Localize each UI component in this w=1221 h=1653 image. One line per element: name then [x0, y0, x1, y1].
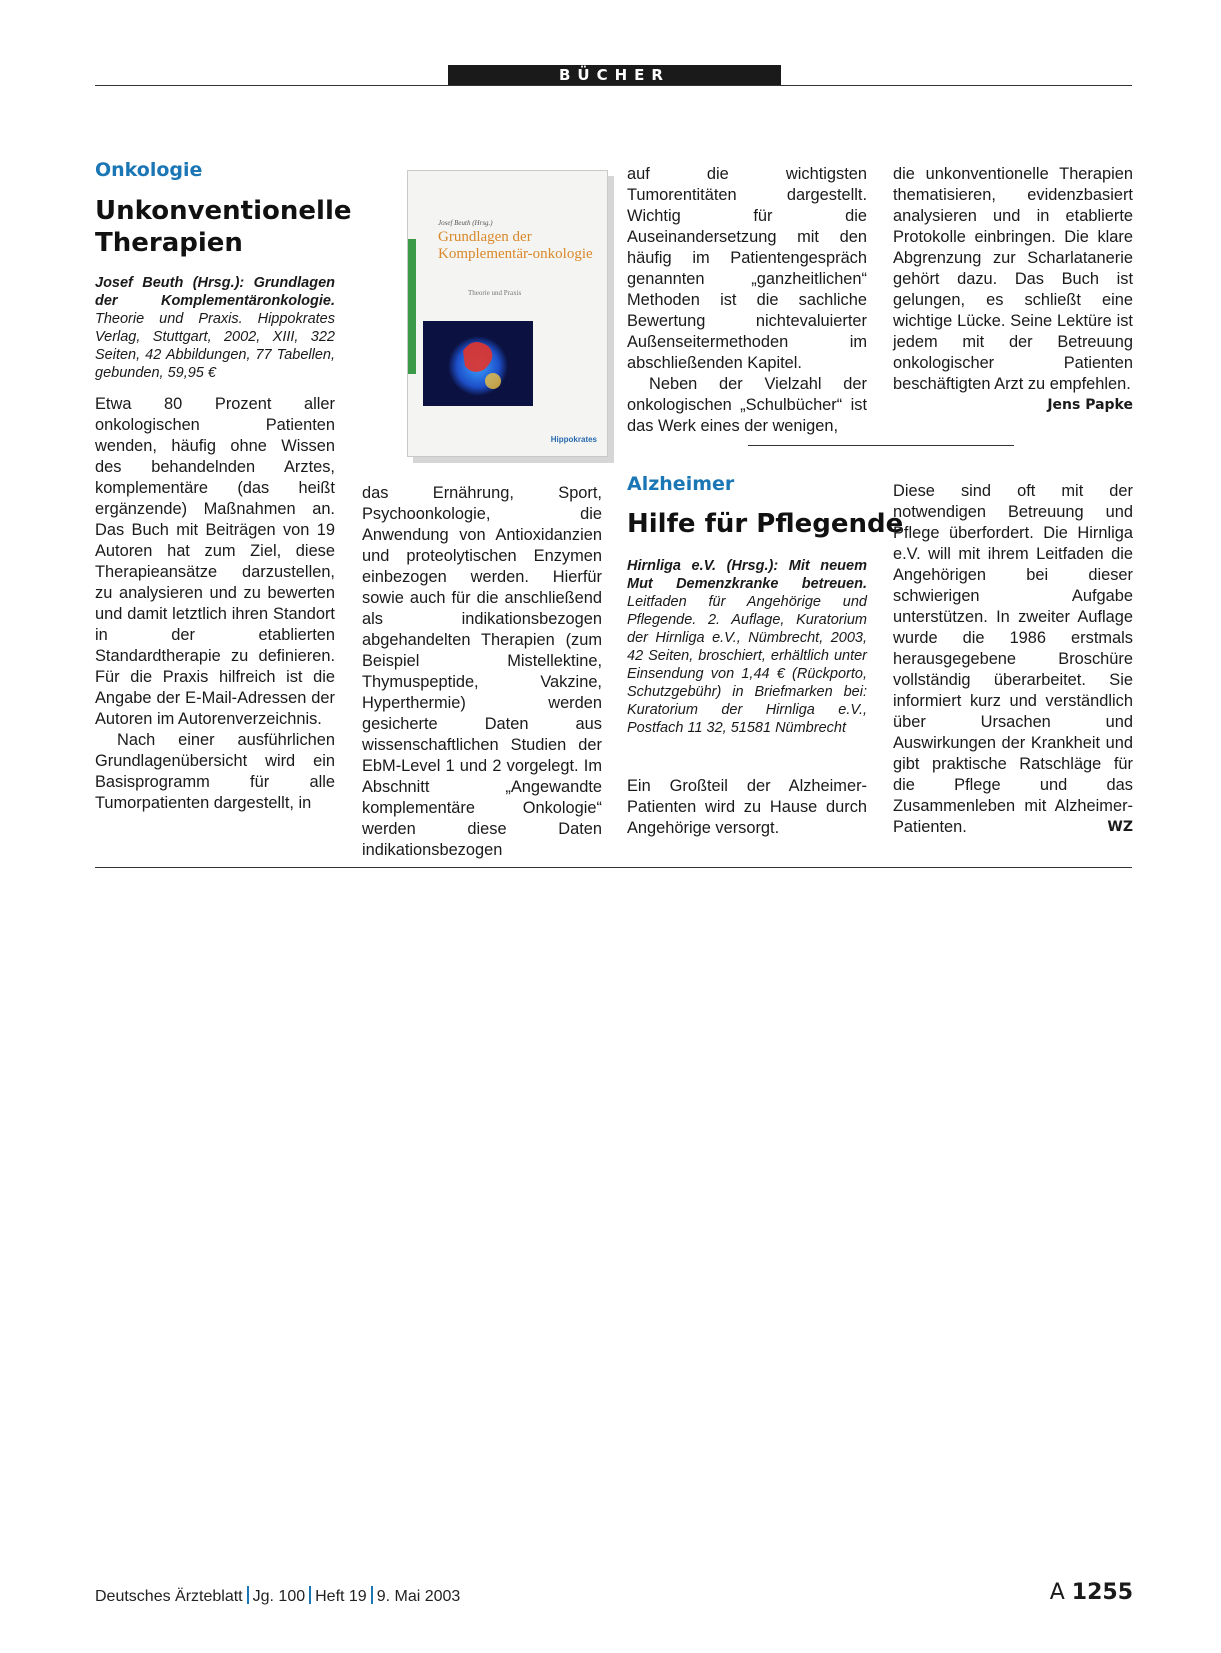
- footer-issue: Heft 19: [315, 1588, 367, 1605]
- article1-kicker: Onkologie: [95, 159, 203, 181]
- article2-col4-text: Diese sind oft mit der notwendigen Betreuung und Pflege überfordert. Die Hirnliga e.V. will mit ihrem Leitfaden die Angehörigen bei dieser schwierigen Aufgabe unterstützen. In zweiter Auflage wurde die 1986 erstmals herausgegebene Broschüre vollständig überarbeitet. Sie informiert kurz und verständlich über Ursachen und Auswirkungen der Krankheit und gibt praktische Ratschläge für die Pflege und das Zusammenleben mit Alzheimer-Patienten.: [893, 482, 1133, 836]
- section-header: BÜCHER: [448, 65, 781, 86]
- article2-signature: WZ: [1107, 819, 1133, 835]
- footer-separator: [247, 1586, 249, 1604]
- footer-separator: [371, 1586, 373, 1604]
- page-prefix: A: [1049, 1580, 1065, 1605]
- cover-subtitle: Theorie und Praxis: [468, 289, 522, 297]
- article2-bibliography: [627, 557, 867, 737]
- article1-bibliography: [95, 274, 335, 382]
- article1-col4-text: die unkonventionelle Therapien thematisieren, evidenzbasiert analysieren und in etablierte Protokolle einbringen. Die klare Abgrenzung zur Scharlatanerie gehört dazu. Das Buch ist gelungen, es schließt eine wichtige Lücke. Seine Lektüre ist jedem mit der Betreuung onkologischer Patienten beschäftigten Arzt zu empfehlen.: [893, 165, 1133, 393]
- footer-volume: Jg. 100: [252, 1588, 306, 1605]
- article1-col3-p1: auf die wichtigsten Tumorentitäten dargestellt. Wichtig für die Auseinandersetzung mit den häufig im Patientengespräch genannten „ganzheitlichen“ Methoden ist die sachliche Bewertung nichtevaluierter Außenseitermethoden im abschließenden Kapitel.: [627, 165, 867, 372]
- cover-author: Josef Beuth (Hrsg.): [438, 219, 493, 227]
- cover-art-graphic: [423, 321, 533, 406]
- article1-signature: Jens Papke: [1047, 397, 1133, 413]
- article1-column1: [95, 394, 335, 814]
- article2-column4: [893, 481, 1133, 838]
- article1-headline-line2: Therapien: [95, 228, 243, 258]
- header-rule: [95, 85, 1132, 86]
- article2-column3: Ein Großteil der Alzheimer-Patienten wird zu Hause durch Angehörige versorgt.: [627, 777, 867, 837]
- cover-artwork: [423, 321, 533, 406]
- article2-biblio-bold: Hirnliga e.V. (Hrsg.): Mit neuem Mut Demenzkranke betreuen.: [627, 558, 867, 592]
- book-cover-image: [407, 170, 608, 457]
- article1-column4: [893, 164, 1133, 416]
- article1-column2: das Ernährung, Sport, Psychoonkologie, die Anwendung von Antioxidanzien und proteolytischen Enzymen einbezogen werden. Hierfür sowie auch für die anschließend als indikationsbezogen abgehandelten Therapien (zum Beispiel Mistellektine, Thymuspeptide, Vakzine, Hyperthermie) werden gesicherte Daten aus wissenschaftlichen Studien der EbM-Level 1 und 2 vorgelegt. Im Abschnitt „Angewandte komplementäre Onkologie“ werden diese Daten indikationsbezogen: [362, 484, 602, 859]
- article2-biblio-rest: Leitfaden für Angehörige und Pflegende. 2. Auflage, Kuratorium der Hirnliga e.V., Nümbrecht, 2003, 42 Seiten, broschiert, erhältlich unter Einsendung von 1,44 € (Rückporto, Schutzgebühr) in Briefmarken bei: Kuratorium der Hirnliga e.V., Postfach 11 32, 51581 Nümbrecht: [627, 594, 867, 736]
- article1-col1-p1: Etwa 80 Prozent aller onkologischen Patienten wenden, häufig ohne Wissen des behandelnden Arztes, komplementäre (das heißt ergänzende) Maßnahmen an. Das Buch mit Beiträgen von 19 Autoren hat zum Ziel, diese Therapieansätze darzustellen, zu analysieren und zu bewerten und damit letztlich ihren Standort in der etablierten Standardtherapie zu definieren. Für die Praxis hilfreich ist die Angabe der E-Mail-Adressen der Autoren im Autorenverzeichnis.: [95, 395, 335, 728]
- article1-headline: [95, 195, 351, 259]
- article1-headline-line1: Unkonventionelle: [95, 196, 352, 226]
- page-number-value: 1255: [1071, 1580, 1133, 1605]
- page-number: [1050, 1580, 1133, 1606]
- article1-col3-p2: Neben der Vielzahl der onkologischen „Schulbücher“ ist das Werk eines der wenigen,: [627, 375, 867, 435]
- cover-publisher: Hippokrates: [550, 435, 597, 444]
- footer-citation: [95, 1586, 460, 1607]
- article1-biblio-bold: Josef Beuth (Hrsg.): Grundlagen der Komplementäronkologie.: [95, 275, 335, 309]
- article2-headline: Hilfe für Pflegende: [627, 509, 904, 539]
- article1-col1-p2: Nach einer ausführlichen Grundlagenübersicht wird ein Basisprogramm für alle Tumorpatienten dargestellt, in: [95, 731, 335, 812]
- footer-separator: [309, 1586, 311, 1604]
- cover-title: Grundlagen der Komplementär-onkologie: [438, 229, 593, 262]
- cover-stripe: [408, 239, 416, 374]
- article1-column3: [627, 164, 867, 437]
- footer-date: 9. Mai 2003: [376, 1588, 461, 1605]
- article1-biblio-rest: Theorie und Praxis. Hippokrates Verlag, Stuttgart, 2002, XIII, 322 Seiten, 42 Abbildungen, 77 Tabellen, gebunden, 59,95 €: [95, 311, 335, 381]
- footer-journal: Deutsches Ärzteblatt: [95, 1588, 243, 1605]
- article2-kicker: Alzheimer: [627, 473, 735, 495]
- bottom-rule: [95, 867, 1132, 868]
- article-divider: [748, 445, 1014, 446]
